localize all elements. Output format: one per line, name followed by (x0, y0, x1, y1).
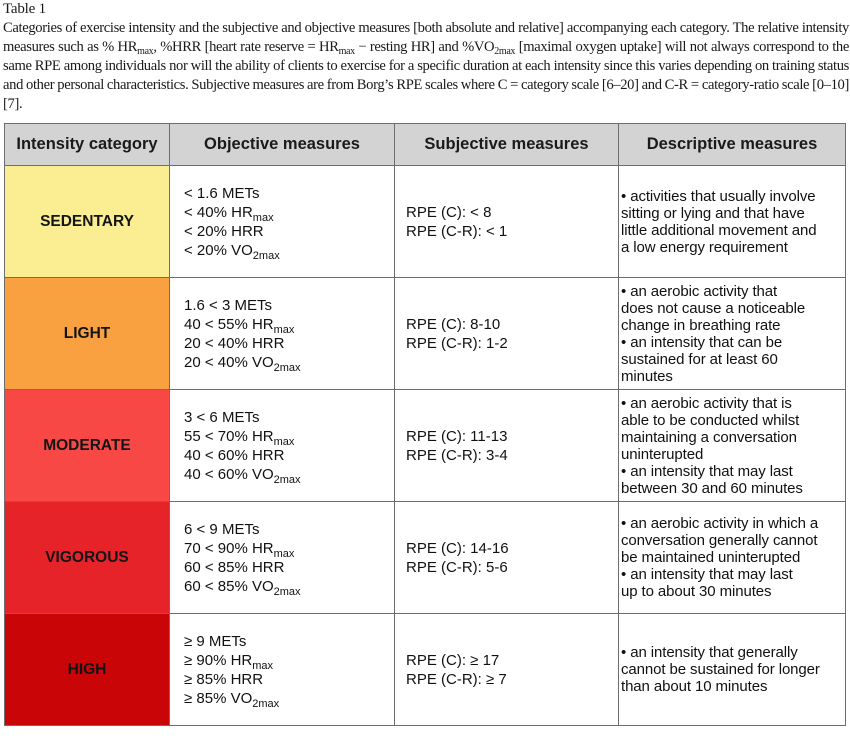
descriptive-measure-line: • an aerobic activity that is (621, 394, 792, 412)
descriptive-measure-line: • activities that usually involve (621, 187, 816, 205)
objective-measure-line (184, 427, 394, 446)
objective-measure-subscript: 2max (273, 473, 301, 486)
objective-measure-line (184, 408, 394, 427)
subjective-measure-line: RPE (C-R): < 1 (406, 222, 508, 240)
intensity-category-cell: VIGOROUS (5, 502, 170, 614)
intensity-category-cell: HIGH (5, 614, 170, 726)
objective-measure-text: < 20% VO (184, 241, 253, 259)
objective-measure-text: 60 < 85% VO (184, 577, 274, 595)
objective-measure-line (184, 520, 394, 539)
caption-subscript: 2max (494, 46, 516, 57)
descriptive-measure-line: maintaining a conversation (621, 428, 797, 446)
descriptive-measure-line: conversation generally cannot (621, 532, 818, 549)
descriptive-measures-cell (619, 278, 846, 390)
objective-measure-text: 40 < 60% VO (184, 465, 274, 483)
intensity-category-cell: LIGHT (5, 278, 170, 390)
objective-measure-text: < 1.6 METs (184, 184, 260, 202)
objective-measure-line (184, 689, 394, 708)
objective-measure-subscript: max (273, 323, 295, 336)
objective-measure-line (184, 353, 394, 372)
table-label: Table 1 (3, 1, 46, 17)
header-row (5, 124, 846, 166)
descriptive-measure-line: uninterupted (621, 445, 704, 463)
descriptive-measure-line: sitting or lying and that have (621, 204, 805, 222)
objective-measure-text: ≥ 9 METs (184, 632, 247, 650)
objective-measure-text: ≥ 85% VO (184, 689, 253, 707)
objective-measure-line (184, 184, 394, 203)
descriptive-measure-line: little additional movement and (621, 221, 817, 239)
intensity-category-cell: SEDENTARY (5, 166, 170, 278)
descriptive-measure-line: • an intensity that may last (621, 462, 793, 480)
objective-measure-text: < 40% HR (184, 203, 253, 221)
objective-measure-text: 6 < 9 METs (184, 520, 260, 538)
objective-measure-text: 40 < 55% HR (184, 315, 274, 333)
objective-measures-cell (170, 166, 395, 278)
descriptive-measure-line: a low energy requirement (621, 238, 788, 256)
objective-measure-subscript: max (252, 211, 274, 224)
descriptive-measure-line: able to be conducted whilst (621, 411, 800, 429)
subjective-measures-cell (395, 278, 619, 390)
objective-measure-line (184, 670, 394, 689)
objective-measure-line (184, 651, 394, 670)
subjective-measure-line: RPE (C): 11-13 (406, 427, 508, 445)
objective-measures-cell (170, 502, 395, 614)
table-row-light (5, 278, 846, 390)
subjective-measure-line: RPE (C-R): ≥ 7 (406, 670, 507, 688)
objective-measure-subscript: 2max (252, 697, 280, 710)
descriptive-measures-cell (619, 614, 846, 726)
objective-measure-text: 20 < 40% HRR (184, 334, 285, 352)
objective-measure-text: 3 < 6 METs (184, 408, 260, 426)
objective-measure-line (184, 539, 394, 558)
subjective-measure-line: RPE (C-R): 1-2 (406, 334, 508, 352)
header-descriptive-measures: Descriptive measures (619, 124, 846, 166)
intensity-table (4, 123, 846, 726)
descriptive-measure-line: • an aerobic activity in which a (621, 515, 819, 532)
objective-measure-line (184, 241, 394, 260)
objective-measures-cell (170, 390, 395, 502)
objective-measure-text: 55 < 70% HR (184, 427, 274, 445)
subjective-measure-line: RPE (C): 14-16 (406, 539, 509, 557)
descriptive-measures-cell (619, 390, 846, 502)
caption-subscript: max (137, 46, 154, 57)
subjective-measure-line: RPE (C): 8-10 (406, 315, 501, 333)
caption-subscript: max (338, 46, 355, 57)
objective-measure-line (184, 203, 394, 222)
objective-measure-text: 20 < 40% VO (184, 353, 274, 371)
objective-measures-cell (170, 278, 395, 390)
objective-measure-line (184, 577, 394, 596)
descriptive-measures-cell (619, 502, 846, 614)
table-caption (3, 19, 849, 114)
table-row-moderate (5, 390, 846, 502)
descriptive-measure-line: sustained for at least 60 (621, 350, 778, 368)
intensity-category-cell: MODERATE (5, 390, 170, 502)
objective-measure-subscript: max (252, 659, 274, 672)
subjective-measure-line: RPE (C): ≥ 17 (406, 651, 500, 669)
objective-measure-subscript: 2max (252, 249, 280, 262)
objective-measure-subscript: max (273, 547, 295, 560)
descriptive-measures-cell (619, 166, 846, 278)
descriptive-measure-line: up to about 30 minutes (621, 583, 772, 600)
objective-measure-line (184, 334, 394, 353)
descriptive-measure-line: • an intensity that may last (621, 566, 793, 583)
header-intensity-category: Intensity category (5, 124, 170, 166)
subjective-measures-cell (395, 502, 619, 614)
table-row-vigorous (5, 502, 846, 614)
objective-measure-line (184, 296, 394, 315)
objective-measure-line (184, 222, 394, 241)
objective-measure-text: ≥ 85% HRR (184, 670, 264, 688)
descriptive-measure-line: does not cause a noticeable (621, 299, 806, 317)
objective-measure-text: < 20% HRR (184, 222, 264, 240)
objective-measure-subscript: 2max (273, 361, 301, 374)
objective-measure-line (184, 558, 394, 577)
objective-measure-line (184, 465, 394, 484)
objective-measure-text: 1.6 < 3 METs (184, 296, 272, 314)
objective-measures-cell (170, 614, 395, 726)
descriptive-measure-line: than about 10 minutes (621, 678, 768, 695)
caption-text-part: [maximal oxygen uptake] will not always correspond to the same RPE among individuals nor will the ability of clients to exercise for a specific duration at each intensity since this varies depending on training status and other personal characteristics. Subjective measures are from Borg’s RPE scales where C = category scale [6–20] and C-R = category-ratio scale [0–10] [7]. (3, 39, 849, 112)
caption-text-part: , %HRR [heart rate reserve = HR (153, 39, 339, 55)
objective-measure-line (184, 446, 394, 465)
descriptive-measure-line: be maintained uninterupted (621, 549, 801, 566)
descriptive-measure-line: cannot be sustained for longer (621, 661, 820, 678)
objective-measure-subscript: max (273, 435, 295, 448)
table-row-sedentary (5, 166, 846, 278)
caption-text-part: Categories of exercise intensity and the subjective and objective measures [both absolute and relative] accompanying each category. The relative intensity measures such as % HR (3, 20, 849, 55)
descriptive-measure-line: • an intensity that can be (621, 333, 783, 351)
table-row-high (5, 614, 846, 726)
descriptive-measure-line: • an intensity that generally (621, 644, 798, 661)
objective-measure-text: 70 < 90% HR (184, 539, 274, 557)
descriptive-measure-line: minutes (621, 367, 673, 385)
objective-measure-text: 60 < 85% HRR (184, 558, 285, 576)
subjective-measure-line: RPE (C): < 8 (406, 203, 492, 221)
caption-text-part: − resting HR] and %VO (354, 39, 495, 55)
descriptive-measure-line: between 30 and 60 minutes (621, 479, 803, 497)
descriptive-measure-line: • an aerobic activity that (621, 282, 778, 300)
subjective-measures-cell (395, 390, 619, 502)
objective-measure-text: ≥ 90% HR (184, 651, 253, 669)
objective-measure-text: 40 < 60% HRR (184, 446, 285, 464)
header-subjective-measures: Subjective measures (395, 124, 619, 166)
objective-measure-line (184, 632, 394, 651)
objective-measure-subscript: 2max (273, 585, 301, 598)
subjective-measures-cell (395, 614, 619, 726)
subjective-measure-line: RPE (C-R): 3-4 (406, 446, 508, 464)
objective-measure-line (184, 315, 394, 334)
descriptive-measure-line: change in breathing rate (621, 316, 781, 334)
subjective-measures-cell (395, 166, 619, 278)
subjective-measure-line: RPE (C-R): 5-6 (406, 558, 508, 576)
header-objective-measures: Objective measures (170, 124, 395, 166)
